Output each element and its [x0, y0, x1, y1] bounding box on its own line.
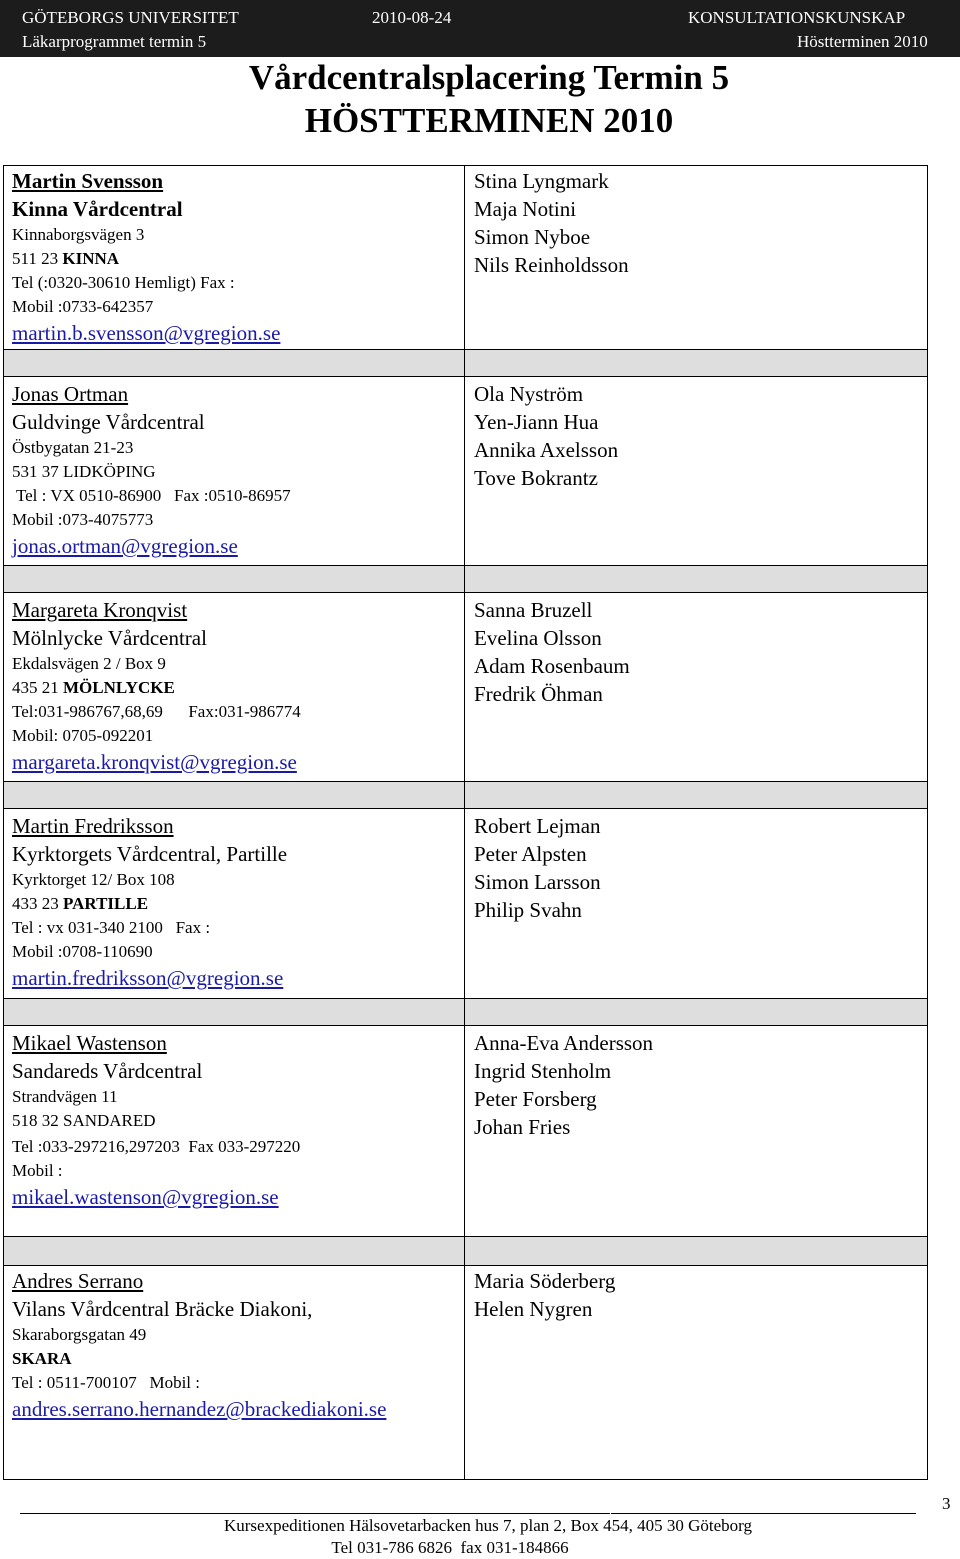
student-name: Ingrid Stenholm — [474, 1059, 612, 1083]
email-link[interactable]: andres.serrano.hernandez@brackediakoni.se — [12, 1397, 387, 1421]
postal-line — [12, 892, 462, 916]
street-address: Kinnaborgsvägen 3 — [12, 225, 145, 244]
row-separator — [4, 1236, 927, 1266]
page-subheader — [0, 29, 960, 57]
city: PARTILLE — [63, 894, 149, 913]
footer-rule — [20, 1513, 610, 1514]
supervisor-name: Martin Fredriksson — [12, 814, 174, 838]
email-link[interactable]: margareta.kronqvist@vgregion.se — [12, 750, 297, 774]
student-list — [474, 596, 924, 708]
row-separator — [4, 565, 927, 593]
student-name: Annika Axelsson — [474, 438, 619, 462]
student-name: Philip Svahn — [474, 898, 582, 922]
phone-line: Tel : 0511-700107 Mobil : — [12, 1373, 201, 1392]
student-name: Fredrik Öhman — [474, 682, 603, 706]
phone-line: Tel : VX 0510-86900 Fax :0510-86957 — [12, 486, 291, 505]
city: MÖLNLYCKE — [63, 678, 175, 697]
phone-line: Tel :033-297216,297203 Fax 033-297220 — [12, 1137, 301, 1156]
student-name: Peter Forsberg — [474, 1087, 597, 1111]
email-link[interactable]: martin.b.svensson@vgregion.se — [12, 321, 281, 345]
supervisor-name: Mikael Wastenson — [12, 1031, 167, 1055]
page-title: Vårdcentralsplacering Termin 5 — [248, 58, 730, 97]
street-address: Kyrktorget 12/ Box 108 — [12, 870, 175, 889]
header-university: GÖTEBORGS UNIVERSITET — [22, 8, 239, 27]
header-department: KONSULTATIONSKUNSKAP — [688, 8, 906, 27]
student-name: Helen Nygren — [474, 1297, 593, 1321]
street-address: Skaraborgsgatan 49 — [12, 1325, 147, 1344]
mobile-line: Mobil :0733-642357 — [12, 297, 154, 316]
health-center-name: Vilans Vårdcentral Bräcke Diakoni, — [12, 1297, 313, 1321]
postal-code: 435 21 — [12, 678, 59, 697]
postal-line — [12, 460, 462, 484]
footer-contact: Tel 031-786 6826 fax 031-184866 — [331, 1538, 569, 1557]
student-list — [474, 380, 924, 492]
health-center-name: Kinna Vårdcentral — [12, 197, 183, 221]
phone-line: Tel:031-986767,68,69 Fax:031-986774 — [12, 702, 301, 721]
postal-code: 511 23 — [12, 249, 59, 268]
postal-line — [12, 1109, 462, 1133]
street-address: Östbygatan 21-23 — [12, 438, 134, 457]
page-subtitle: HÖSTTERMINEN 2010 — [304, 101, 674, 140]
mobile-line: Mobil : — [12, 1161, 63, 1180]
student-name: Johan Fries — [474, 1115, 571, 1139]
table-row — [12, 380, 462, 560]
mobile-line: Mobil :0708-110690 — [12, 942, 153, 961]
student-name: Simon Nyboe — [474, 225, 591, 249]
city: LIDKÖPING — [63, 462, 156, 481]
footer-address: Kursexpeditionen Hälsovetarbacken hus 7, plan 2, Box 454, 405 30 Göteborg — [223, 1516, 752, 1535]
health-center-name: Kyrktorgets Vårdcentral, Partille — [12, 842, 288, 866]
student-list — [474, 1267, 924, 1323]
student-name: Simon Larsson — [474, 870, 601, 894]
table-row — [12, 167, 462, 347]
header-semester: Höstterminen 2010 — [797, 32, 928, 51]
student-list — [474, 812, 924, 924]
supervisor-name: Jonas Ortman — [12, 382, 129, 406]
student-name: Adam Rosenbaum — [474, 654, 630, 678]
student-list — [474, 1029, 924, 1141]
table-row — [12, 1029, 462, 1211]
postal-code: 433 23 — [12, 894, 59, 913]
postal-code: 531 37 — [12, 462, 59, 481]
supervisor-name: Andres Serrano — [12, 1269, 144, 1293]
mobile-line: Mobil: 0705-092201 — [12, 726, 154, 745]
student-name: Robert Lejman — [474, 814, 601, 838]
row-separator — [4, 998, 927, 1026]
postal-line — [12, 676, 462, 700]
row-separator — [4, 349, 927, 377]
row-separator — [4, 781, 927, 809]
header-date: 2010-08-24 — [372, 8, 452, 27]
street-address: Ekdalsvägen 2 / Box 9 — [12, 654, 166, 673]
phone-line: Tel : vx 031-340 2100 Fax : — [12, 918, 211, 937]
student-name: Stina Lyngmark — [474, 169, 609, 193]
health-center-name: Mölnlycke Vårdcentral — [12, 626, 207, 650]
street-address: Strandvägen 11 — [12, 1087, 118, 1106]
student-name: Nils Reinholdsson — [474, 253, 629, 277]
student-name: Maria Söderberg — [474, 1269, 616, 1293]
health-center-name: Guldvinge Vårdcentral — [12, 410, 205, 434]
header-program: Läkarprogrammet termin 5 — [22, 32, 207, 51]
footer-rule — [611, 1513, 916, 1514]
student-name: Yen-Jiann Hua — [474, 410, 599, 434]
student-name: Anna-Eva Andersson — [474, 1031, 654, 1055]
email-link[interactable]: jonas.ortman@vgregion.se — [12, 534, 238, 558]
postal-line — [12, 247, 462, 271]
student-name: Maja Notini — [474, 197, 577, 221]
mobile-line: Mobil :073-4075773 — [12, 510, 154, 529]
table-row — [12, 596, 462, 776]
student-name: Ola Nyström — [474, 382, 584, 406]
student-name: Tove Bokrantz — [474, 466, 598, 490]
city: SKARA — [12, 1349, 72, 1368]
phone-line: Tel (:0320-30610 Hemligt) Fax : — [12, 273, 235, 292]
student-name: Sanna Bruzell — [474, 598, 593, 622]
city: KINNA — [62, 249, 120, 268]
postal-code: 518 32 — [12, 1111, 59, 1130]
supervisor-name: Margareta Kronqvist — [12, 598, 188, 622]
page-number: 3 — [942, 1494, 951, 1513]
email-link[interactable]: martin.fredriksson@vgregion.se — [12, 966, 284, 990]
student-name: Peter Alpsten — [474, 842, 587, 866]
city: SANDARED — [63, 1111, 156, 1130]
student-list — [474, 167, 924, 279]
health-center-name: Sandareds Vårdcentral — [12, 1059, 203, 1083]
email-link[interactable]: mikael.wastenson@vgregion.se — [12, 1185, 279, 1209]
supervisor-name: Martin Svensson — [12, 169, 164, 193]
table-row — [12, 1267, 462, 1423]
table-row — [12, 812, 462, 992]
student-name: Evelina Olsson — [474, 626, 602, 650]
